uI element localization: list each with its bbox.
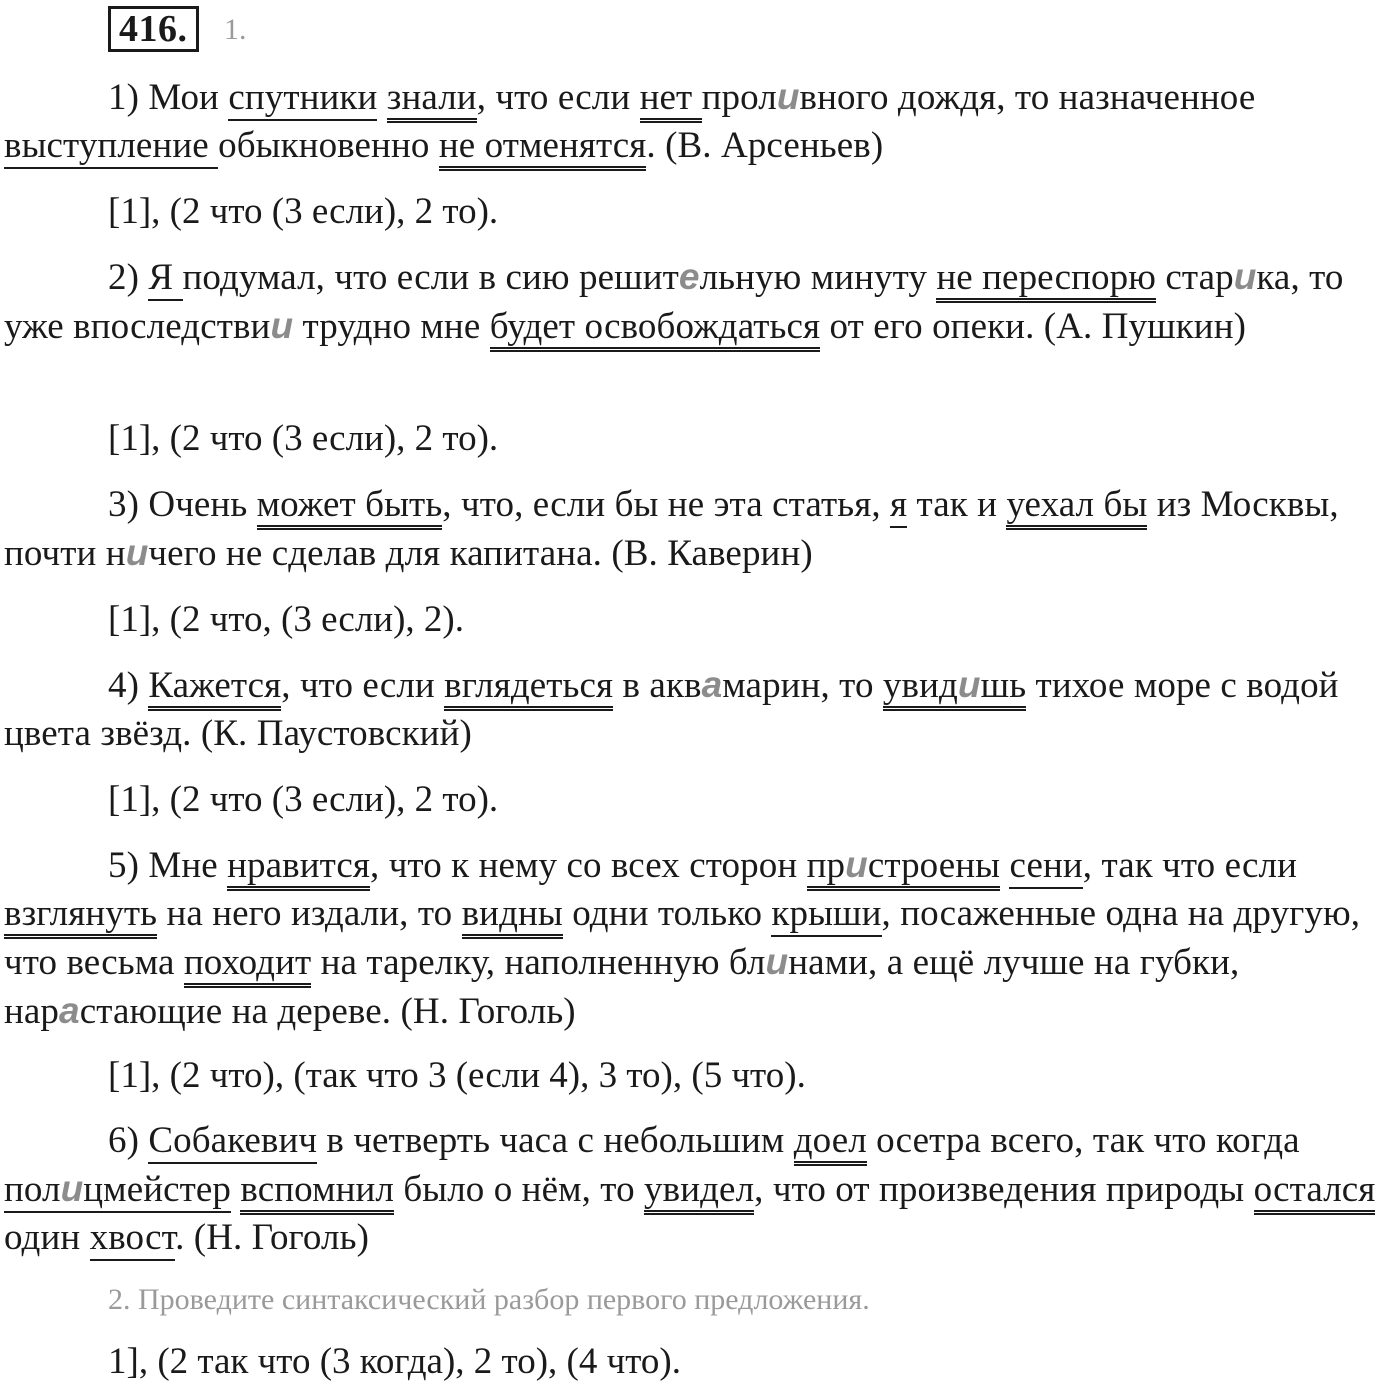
scheme-2: [1], (2 что (3 если), 2 то). [108, 418, 499, 459]
sentence-4: 4) Кажется, что если вглядеться в аквамарин, то увидишь тихое море с водой цвета звёзд. (К. Паустовский) [4, 664, 1339, 754]
scheme-1: [1], (2 что (3 если), 2 то). [108, 191, 499, 232]
sentence-3: 3) Очень может быть, что, если бы не эта статья, я так и уехал бы из Москвы, почти ничего не сделав для капитана. (В. Каверин) [4, 484, 1339, 574]
task-2-instruction: 2. Проведите синтаксический разбор первого предложения. [108, 1283, 870, 1316]
task-number: 1. [224, 13, 247, 46]
scheme-5: [1], (2 что), (так что 3 (если 4), 3 то), (5 что). [108, 1055, 806, 1096]
sentence-6: 6) Собакевич в четверть часа с небольшим доел осетра всего, так что когда полицмейстер вспомнил было о нём, то увидел, что от произведения природы остался один хвост. (Н. Гоголь) [4, 1117, 1398, 1262]
sentence-1: 1) Мои спутники знали, что если нет проливного дождя, то назначенное выступление обыкновенно не отменятся. (В. Арсеньев) [4, 73, 1398, 170]
scheme-6: 1], (2 так что (3 когда), 2 то), (4 что). [108, 1341, 681, 1382]
exercise-number: 416. [108, 6, 199, 52]
scheme-4: [1], (2 что (3 если), 2 то). [108, 779, 499, 820]
sentence-5: 5) Мне нравится, что к нему со всех сторон пристроены сени, так что если взглянуть на него издали, то видны одни только крыши, посаженные одна на другую, что весьма походит на тарелку, наполненную блинами, а ещё лучше на губки, нарастающие на дереве. (Н. Гоголь) [4, 844, 1361, 1032]
sentence-2: 2) Я подумал, что если в сию решительную минуту не переспорю старика, то уже впоследствии трудно мне будет освобождаться от его опеки. (А. Пушкин) [4, 253, 1398, 351]
scheme-3: [1], (2 что, (3 если), 2). [108, 599, 464, 640]
